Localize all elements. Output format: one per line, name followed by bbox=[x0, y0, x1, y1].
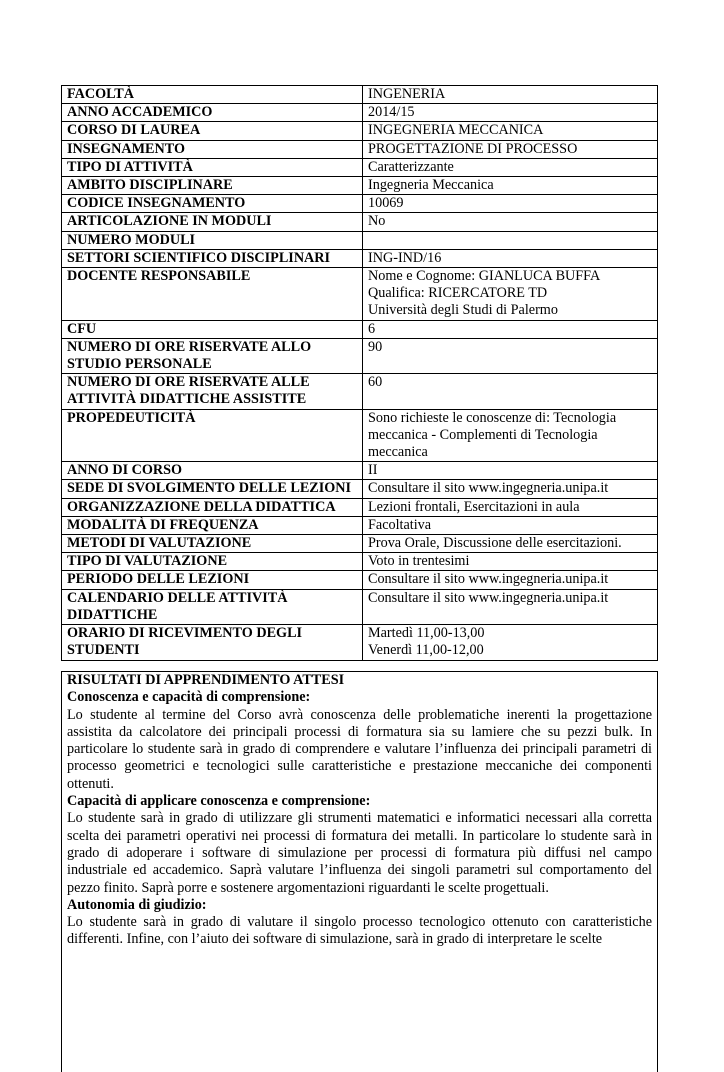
section-heading-judgement: Autonomia di giudizio: bbox=[67, 896, 207, 913]
row-value-line: Facoltativa bbox=[368, 516, 432, 533]
row-label: DOCENTE RESPONSABILE bbox=[62, 268, 363, 321]
row-label: PERIODO DELLE LEZIONI bbox=[62, 571, 363, 589]
row-value-line: Martedì 11,00-13,00 bbox=[368, 625, 485, 642]
table-row bbox=[62, 462, 658, 480]
row-value-line: Lezioni frontali, Esercitazioni in aula bbox=[368, 498, 580, 515]
row-label: TIPO DI ATTIVITÀ bbox=[62, 158, 363, 176]
row-value bbox=[363, 320, 658, 338]
table-row bbox=[62, 571, 658, 589]
row-value-line: Voto in trentesimi bbox=[368, 553, 470, 570]
table-row bbox=[62, 104, 658, 122]
row-value-line: Ingegneria Meccanica bbox=[368, 177, 494, 194]
row-label: AMBITO DISCIPLINARE bbox=[62, 177, 363, 195]
table-row bbox=[62, 195, 658, 213]
row-label: ARTICOLAZIONE IN MODULI bbox=[62, 213, 363, 231]
row-value-line: INGEGNERIA MECCANICA bbox=[368, 122, 544, 139]
table-row bbox=[62, 374, 658, 409]
table-row bbox=[62, 86, 658, 104]
table-row bbox=[62, 498, 658, 516]
row-value bbox=[363, 195, 658, 213]
table-row bbox=[62, 553, 658, 571]
row-value-line bbox=[368, 232, 652, 249]
row-value bbox=[363, 213, 658, 231]
section-text-judgement: Lo studente sarà in grado di valutare il singolo processo tecnologico ottenuto con caratteristiche differenti. Infine, con l’aiuto dei software di simulazione, sarà in grado di interpretare le scelte bbox=[67, 914, 652, 948]
row-label: CODICE INSEGNAMENTO bbox=[62, 195, 363, 213]
table-row bbox=[62, 158, 658, 176]
row-label: SEDE DI SVOLGIMENTO DELLE LEZIONI bbox=[62, 480, 363, 498]
row-value-line: II bbox=[368, 462, 378, 479]
row-value-line: 6 bbox=[368, 320, 376, 337]
row-value bbox=[363, 268, 658, 321]
row-value bbox=[363, 104, 658, 122]
row-value bbox=[363, 553, 658, 571]
row-value-line: INGENERIA bbox=[368, 86, 446, 102]
row-label: SETTORI SCIENTIFICO DISCIPLINARI bbox=[62, 249, 363, 267]
row-value-line: Consultare il sito www.ingegneria.unipa.it bbox=[368, 571, 609, 588]
row-value-line: Nome e Cognome: GIANLUCA BUFFA bbox=[368, 268, 601, 285]
table-row bbox=[62, 213, 658, 231]
row-value-line: Prova Orale, Discussione delle esercitazioni. bbox=[368, 535, 622, 552]
table-row bbox=[62, 535, 658, 553]
row-label: ORGANIZZAZIONE DELLA DIDATTICA bbox=[62, 498, 363, 516]
row-label: FACOLTÀ bbox=[62, 86, 363, 104]
row-value-line: Caratterizzante bbox=[368, 158, 454, 175]
row-label: CORSO DI LAUREA bbox=[62, 122, 363, 140]
table-row bbox=[62, 231, 658, 249]
row-value bbox=[363, 231, 658, 249]
row-value-line: Qualifica: RICERCATORE TD bbox=[368, 285, 548, 302]
section-text-applying: Lo studente sarà in grado di utilizzare gli strumenti matematici e informatici necessari alla corretta scelta dei parametri operativi nei processi di formatura dei metalli. In particolare lo studente sarà in grado di adoperare i software di simulazione per processi di formatura più diffusi nel campo industriale ed accademico. Saprà valutare l’influenza dei singoli parametri sul comportamento del pezzo finito. Saprà porre e sostenere argomentazioni riguardanti le scelte progettuali. bbox=[67, 810, 652, 896]
row-label: TIPO DI VALUTAZIONE bbox=[62, 553, 363, 571]
row-value-line: 10069 bbox=[368, 195, 404, 212]
row-label: CALENDARIO DELLE ATTIVITÀ DIDATTICHE bbox=[62, 589, 363, 624]
table-row bbox=[62, 409, 658, 462]
row-label: METODI DI VALUTAZIONE bbox=[62, 535, 363, 553]
row-value bbox=[363, 177, 658, 195]
row-label: NUMERO DI ORE RISERVATE ALLE ATTIVITÀ DIDATTICHE ASSISTITE bbox=[62, 374, 363, 409]
row-value bbox=[363, 571, 658, 589]
table-row bbox=[62, 122, 658, 140]
row-value bbox=[363, 498, 658, 516]
row-value-line: Consultare il sito www.ingegneria.unipa.it bbox=[368, 480, 609, 497]
row-value bbox=[363, 86, 658, 104]
row-value bbox=[363, 516, 658, 534]
table-row bbox=[62, 480, 658, 498]
row-value-line: PROGETTAZIONE DI PROCESSO bbox=[368, 140, 578, 157]
table-row bbox=[62, 338, 658, 373]
section-text-knowledge: Lo studente al termine del Corso avrà conoscenza delle problematiche inerenti la progettazione assistita da calcolatore dei principali processi di formatura sia su lamiere che su pezzi bulk. In particolare lo studente sarà in grado di comprendere e valutare l’influenza dei principali parametri di processo geometrici e tecnologici sulle caratteristiche e prestazione meccaniche dei componenti ottenuti. bbox=[67, 706, 652, 792]
row-label: NUMERO MODULI bbox=[62, 231, 363, 249]
row-value bbox=[363, 589, 658, 624]
row-label: NUMERO DI ORE RISERVATE ALLO STUDIO PERSONALE bbox=[62, 338, 363, 373]
row-label: INSEGNAMENTO bbox=[62, 140, 363, 158]
row-value-line: 60 bbox=[368, 374, 383, 391]
row-value-line: 90 bbox=[368, 338, 383, 355]
row-value-line: ING-IND/16 bbox=[368, 249, 442, 266]
row-label: PROPEDEUTICITÀ bbox=[62, 409, 363, 462]
row-value bbox=[363, 249, 658, 267]
row-value-line: Consultare il sito www.ingegneria.unipa.it bbox=[368, 589, 609, 606]
row-value-line: Università degli Studi di Palermo bbox=[368, 302, 558, 319]
learning-outcomes-title: RISULTATI DI APPRENDIMENTO ATTESI bbox=[67, 672, 345, 688]
learning-outcomes-section bbox=[61, 671, 658, 1072]
row-label: MODALITÀ DI FREQUENZA bbox=[62, 516, 363, 534]
row-value bbox=[363, 338, 658, 373]
row-value bbox=[363, 625, 658, 660]
row-value bbox=[363, 158, 658, 176]
row-label: ORARIO DI RICEVIMENTO DEGLI STUDENTI bbox=[62, 625, 363, 660]
row-value bbox=[363, 409, 658, 462]
row-value bbox=[363, 480, 658, 498]
section-heading-applying: Capacità di applicare conoscenza e comprensione: bbox=[67, 793, 371, 810]
table-row bbox=[62, 625, 658, 660]
table-row bbox=[62, 268, 658, 321]
row-value bbox=[363, 462, 658, 480]
row-value bbox=[363, 374, 658, 409]
table-row bbox=[62, 320, 658, 338]
row-value bbox=[363, 535, 658, 553]
course-info-table bbox=[61, 85, 658, 661]
table-row bbox=[62, 589, 658, 624]
row-value-line: 2014/15 bbox=[368, 104, 415, 121]
row-value-line: Venerdì 11,00-12,00 bbox=[368, 642, 484, 659]
table-row bbox=[62, 516, 658, 534]
row-label: CFU bbox=[62, 320, 363, 338]
table-row bbox=[62, 177, 658, 195]
table-row bbox=[62, 140, 658, 158]
table-row bbox=[62, 249, 658, 267]
row-value bbox=[363, 140, 658, 158]
row-label: ANNO ACCADEMICO bbox=[62, 104, 363, 122]
row-label: ANNO DI CORSO bbox=[62, 462, 363, 480]
row-value-line: Sono richieste le conoscenze di: Tecnologia meccanica - Complementi di Tecnologia meccanica bbox=[368, 409, 617, 461]
row-value bbox=[363, 122, 658, 140]
row-value-line: No bbox=[368, 213, 386, 230]
section-heading-knowledge: Conoscenza e capacità di comprensione: bbox=[67, 689, 311, 706]
